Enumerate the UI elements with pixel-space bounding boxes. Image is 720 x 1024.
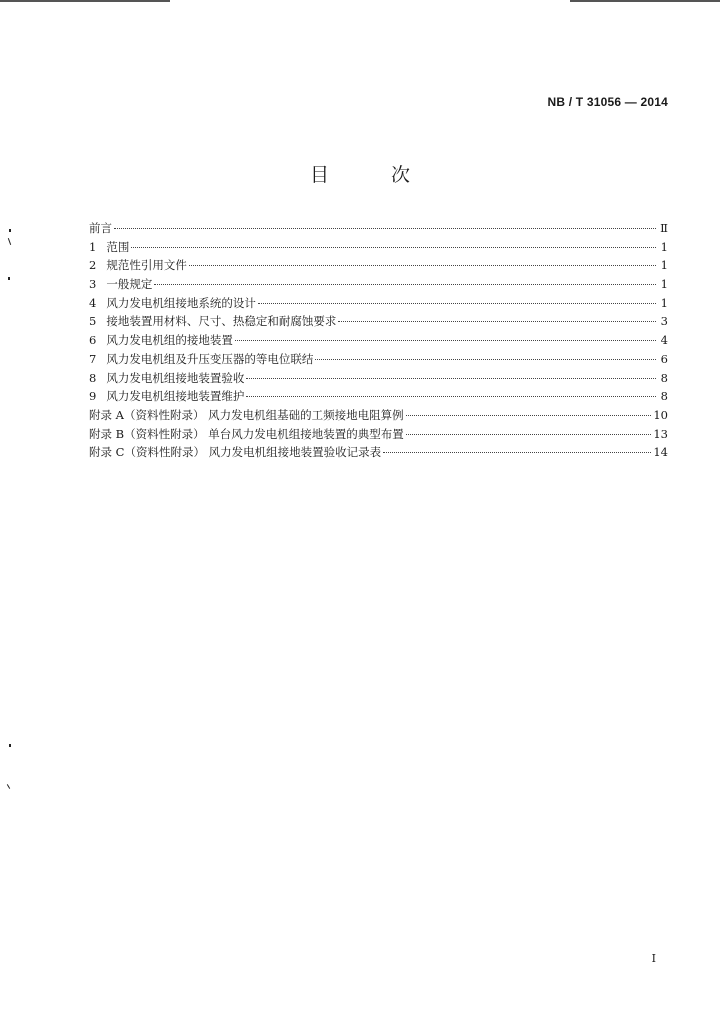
- dot-leader: [383, 451, 651, 453]
- toc-page-number: 14: [653, 445, 668, 460]
- scan-speck: [8, 277, 10, 280]
- toc-page-number: 4: [660, 333, 668, 348]
- toc-row-2[interactable]: [89, 257, 668, 276]
- scan-speck: [9, 744, 11, 747]
- toc-page-number: 13: [653, 426, 668, 441]
- toc-row-4[interactable]: [89, 295, 668, 314]
- toc-number: 8: [89, 370, 97, 385]
- toc-number: 7: [89, 351, 97, 366]
- toc-row-appendix-c[interactable]: [89, 444, 668, 463]
- toc-row-7[interactable]: [89, 351, 668, 370]
- dot-leader: [114, 227, 656, 229]
- toc-page-number: 3: [660, 314, 668, 329]
- toc-label: 前言: [89, 221, 112, 235]
- toc-page-number: Ⅱ: [660, 221, 668, 235]
- toc-page-number: 1: [660, 277, 668, 292]
- document-code: NB / T 31056 — 2014: [547, 95, 668, 109]
- toc-number: 9: [89, 389, 97, 404]
- toc-page-number: 1: [660, 239, 668, 254]
- toc-page-number: 6: [660, 351, 668, 366]
- toc-number: 6: [89, 333, 97, 348]
- toc-row-foreword[interactable]: [89, 220, 668, 239]
- toc-label: 风力发电机组接地装置维护: [106, 389, 245, 404]
- dot-leader: [189, 264, 656, 266]
- dot-leader: [246, 395, 656, 397]
- toc-number: 3: [89, 277, 97, 292]
- toc-row-8[interactable]: [89, 370, 668, 389]
- toc-label: 一般规定: [106, 277, 153, 292]
- toc-page-number: 1: [660, 295, 668, 310]
- dot-leader: [246, 377, 656, 379]
- toc-row-5[interactable]: [89, 313, 668, 332]
- toc-page-number: 8: [660, 370, 668, 385]
- toc-label: 风力发电机组的接地装置: [106, 333, 233, 348]
- toc-row-appendix-b[interactable]: [89, 426, 668, 445]
- table-of-contents: [89, 220, 668, 463]
- dot-leader: [315, 358, 656, 360]
- page-number: I: [651, 952, 656, 965]
- toc-label: 接地装置用材料、尺寸、热稳定和耐腐蚀要求: [106, 314, 337, 329]
- toc-number: 1: [89, 239, 97, 254]
- toc-label: 风力发电机组及升压变压器的等电位联结: [106, 351, 314, 366]
- toc-label: 附录 A（资料性附录） 风力发电机组基础的工频接地电阻算例: [89, 407, 404, 422]
- toc-number: 2: [89, 258, 97, 273]
- scan-speck: [7, 784, 10, 789]
- scan-top-edge-left: [0, 0, 170, 2]
- toc-row-6[interactable]: [89, 332, 668, 351]
- dot-leader: [154, 283, 656, 285]
- dot-leader: [258, 302, 656, 304]
- dot-leader: [131, 246, 656, 248]
- toc-label: 风力发电机组接地系统的设计: [106, 295, 256, 310]
- toc-label: 附录 C（资料性附录） 风力发电机组接地装置验收记录表: [89, 445, 382, 460]
- dot-leader: [406, 433, 652, 435]
- toc-page-number: 8: [660, 389, 668, 404]
- toc-row-9[interactable]: [89, 388, 668, 407]
- dot-leader: [338, 320, 656, 322]
- toc-page-number: 10: [653, 407, 668, 422]
- toc-row-appendix-a[interactable]: [89, 407, 668, 426]
- scan-speck: [8, 238, 11, 245]
- dot-leader: [235, 339, 656, 341]
- scan-speck: [9, 229, 11, 232]
- dot-leader: [406, 414, 652, 416]
- page-title: 目 次: [309, 164, 439, 186]
- toc-label: 风力发电机组接地装置验收: [106, 370, 245, 385]
- toc-number: 4: [89, 295, 97, 310]
- toc-number: 5: [89, 314, 97, 329]
- toc-row-3[interactable]: [89, 276, 668, 295]
- scan-top-edge-right: [570, 0, 720, 2]
- toc-label: 范围: [106, 239, 130, 254]
- toc-row-1[interactable]: [89, 239, 668, 258]
- toc-label: 规范性引用文件: [106, 258, 187, 273]
- toc-page-number: 1: [660, 258, 668, 273]
- toc-label: 附录 B（资料性附录） 单台风力发电机组接地装置的典型布置: [89, 426, 404, 441]
